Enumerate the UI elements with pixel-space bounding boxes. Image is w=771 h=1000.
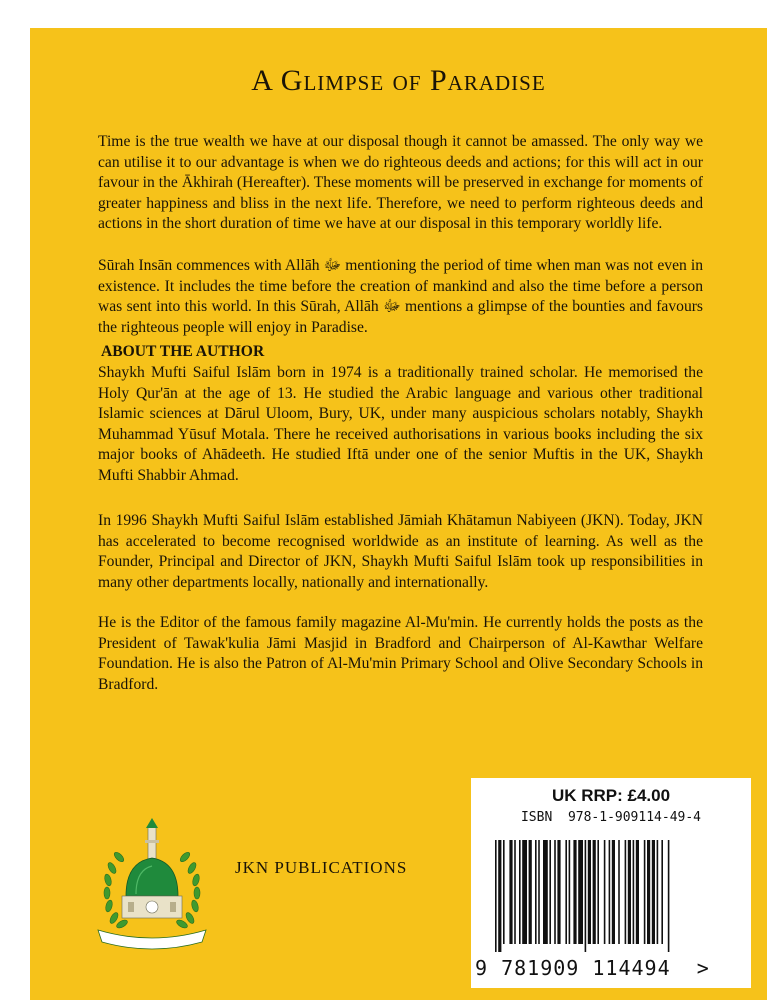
jkn-logo [92, 818, 212, 958]
mosque-dome-wreath-logo-icon [92, 818, 212, 958]
jkn-paragraph: In 1996 Shaykh Mufti Saiful Islām established Jāmiah Khātamun Nabiyeen (JKN). Today, JKN has accelerated to become recognised worldwide as an institute of learning. As well as the Founder, Principal and Director of JKN, Shaykh Mufti Saiful Islām took up responsibilities in many other departments locally, nationally and internationally. [98, 512, 703, 591]
book-title: A Glimpse of Paradise [251, 64, 546, 97]
author-bio-paragraph: Shaykh Mufti Saiful Islām born in 1974 is a traditionally trained scholar. He memorised the Holy Qur'ān at the age of 13. He studied the Arabic language and various other traditional Islamic sciences at Dārul Uloom, Bury, UK, under many auspicious scholars notably, Shaykh Muhammad Yūsuf Motala. There he received authorisations in various books including the six major books of Ahādeeth. He studied Iftā under one of the senior Muftis in the UK, Shaykh Mufti Shabbir Ahmad. [98, 364, 703, 484]
barcode-number: 9 781909 114494 > [475, 956, 710, 980]
price-label: UK RRP: £4.00 [551, 786, 671, 805]
about-author-heading: ABOUT THE AUTHOR [101, 343, 265, 360]
surah-paragraph: Sūrah Insān commences with Allāh ﷻ mentioning the period of time when man was not even in existence. It includes the time before the creation of mankind and also the time before a person was sent into this world. In this Sūrah, Allāh ﷻ mentions a glimpse of the bounties and favours the righteous people will enjoy in Paradise. [98, 257, 704, 336]
publisher-name: JKN PUBLICATIONS [235, 858, 408, 877]
isbn-text: ISBN 978-1-909114-49-4 [520, 810, 701, 825]
intro-paragraph: Time is the true wealth we have at our disposal though it cannot be amassed. The only way we can utilise it to our advantage is when we do righteous deeds and actions; for this will act in our favour in the Ākhirah (Hereafter). These moments will be preserved in exchange for moments of greater happiness and bliss in the next life. Therefore, we need to perform righteous deeds and actions in the short duration of time we have at our disposal in this temporary worldly life. [98, 133, 703, 232]
editor-paragraph: He is the Editor of the famous family magazine Al-Mu'min. He currently holds the posts as the President of Tawak'kulia Jāmi Masjid in Bradford and Chairperson of Al-Kawthar Welfare Foundation. He is also the Patron of Al-Mu'min Primary School and Olive Secondary Schools in Bradford. [98, 614, 703, 693]
barcode-icon [495, 840, 727, 952]
price-barcode-box [471, 778, 751, 988]
back-cover [30, 28, 767, 1000]
